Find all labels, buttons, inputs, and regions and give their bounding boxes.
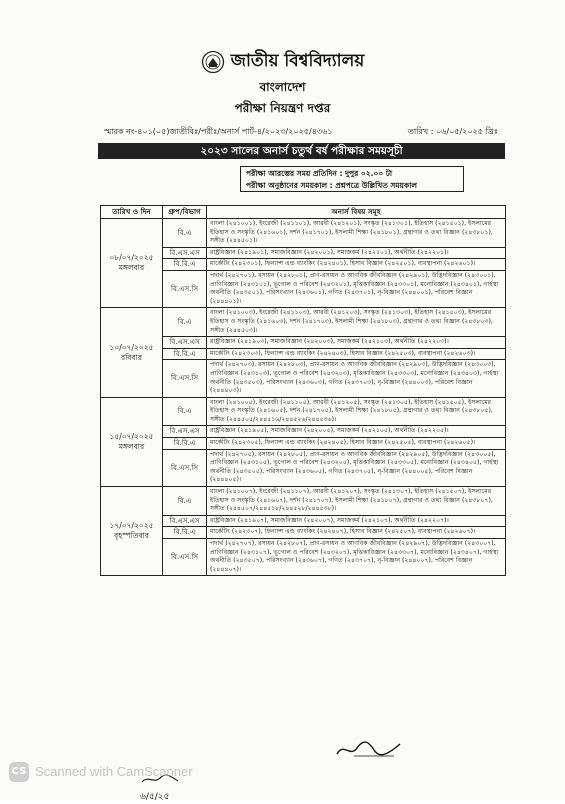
subjects-cell: রাষ্ট্রবিজ্ঞান (২৪১৯০৩), সমাজবিজ্ঞান (২৪২০০৩), সমাজকর্ম (২৪২১০৩), অর্থনীতি (২৪২২০৩)। bbox=[207, 337, 506, 349]
subjects-cell: মার্কেটিং (২৪২৩০৭), ফিন্যান্স এন্ড ব্যাংকিং (২৪২৪০৭), হিসাব বিজ্ঞান (২৪২৫০৭), ব্যবস্থাপনা (২৪২৬০৭)। bbox=[207, 527, 506, 539]
exam-date: ১৫/০৭/২০২৫ bbox=[109, 431, 154, 441]
subjects-cell: রাষ্ট্রবিজ্ঞান (২৪১৯০৭), সমাজবিজ্ঞান (২৪২০০৭), সমাজকর্ম (২৪২১০৭), অর্থনীতি (২৪২২০৭)। bbox=[207, 515, 506, 527]
group-cell: বি.এস.সি bbox=[163, 449, 207, 486]
subjects-cell: মার্কেটিং (২৪২৩০৩), ফিন্যান্স এন্ড ব্যাংকিং (২৪২৪০৩), হিসাব বিজ্ঞান (২৪২৫০৩), ব্যবস্থাপনা (২৪২৬০৩)। bbox=[207, 348, 506, 360]
group-cell: বি.এস.এস bbox=[163, 426, 207, 438]
subjects-cell: রাষ্ট্রবিজ্ঞান (২৪১৯০৫), সমাজবিজ্ঞান (২৪২০০৫), সমাজকর্ম (২৪২১০৫), অর্থনীতি (২৪২২০৫)। bbox=[207, 426, 506, 438]
signature-mark bbox=[334, 738, 404, 760]
university-seal-icon bbox=[201, 50, 225, 74]
letterhead bbox=[0, 48, 565, 120]
header-date-day: তারিখ ও দিন bbox=[101, 206, 163, 219]
exam-day: মঙ্গলবার bbox=[118, 441, 145, 451]
group-cell: বি.এস.সি bbox=[163, 539, 207, 576]
exam-day: মঙ্গলবার bbox=[118, 263, 145, 273]
subjects-cell: পদার্থ (২৪২৭০৩), রসায়ন (২৪২৮০৩), প্রাণ-রসায়ন ও আণবিক জীববিজ্ঞান (২৪২৯০৩), উদ্ভিদবিজ্ঞান (২৪৩০০৩), প্রাণিবিজ্ঞান (২৪৩১০৩), ভূগোল ও পরিবেশ (২৪৩২০৩), মৃত্তিকাবিজ্ঞান (২৪৩৩০৩), মনোবিজ্ঞান (২৪৩৪০৩), গার্হস্থ্য অর্থনীতি (২৪৩৫০৩), পরিসংখ্যান (২৪৩৬০৩), গণিত (২৪৩৭০৩), নৃ-বিজ্ঞান (২৪৪০০৩), পরিবেশ বিজ্ঞান (২৪৪৪০৩)। bbox=[207, 360, 506, 397]
subjects-cell: পদার্থ (২৪২৭০৫), রসায়ন (২৪২৮০৫), প্রাণ-রসায়ন ও আণবিক জীববিজ্ঞান (২৪২৯০৫), উদ্ভিদবিজ্ঞান (২৪৩০০৫), প্রাণিবিজ্ঞান (২৪৩১০৫), ভূগোল ও পরিবেশ (২৪৩২০৫), মৃত্তিকাবিজ্ঞান (২৪৩৩০৫), মনোবিজ্ঞান (২৪৩৪০৫), গার্হস্থ্য অর্থনীতি (২৪৩৫০৫), পরিসংখ্যান (২৪৩৬০৫), গণিত (২৪৩৭০৫), নৃ-বিজ্ঞান (২৪৪০০৫), পরিবেশ বিজ্ঞান (২৪৪৪০৫)। bbox=[207, 449, 506, 486]
memo-number: স্মারক নং-৪০১(০৫)জাতীবিঃ/পরীঃ/অনার্স পার্ট-৪/২০২৩/২০২৫/৪৩৬১ bbox=[104, 127, 333, 136]
subjects-cell: মার্কেটিং (২৪২৩০১), ফিন্যান্স এন্ড ব্যাংকিং (২৪২৪০১), হিসাব বিজ্ঞান (২৪২৫০১), ব্যবস্থাপনা (২৪২৬০১)। bbox=[207, 259, 506, 271]
date-cell bbox=[101, 487, 163, 576]
memo-row bbox=[104, 126, 498, 139]
country-name: বাংলাদেশ bbox=[259, 80, 306, 94]
header-group: গ্রুপ/বিভাগ bbox=[163, 206, 207, 219]
memo-date: তারিখ : ০৬/০৫/২০২৫ খ্রিঃ bbox=[407, 127, 498, 136]
university-name: জাতীয় বিশ্ববিদ্যালয় bbox=[230, 51, 365, 71]
exam-date: ০৮/০৭/২০২৫ bbox=[109, 253, 154, 263]
subjects-cell: বাংলা (২৪১০০৩), ইংরেজী (২৪১১০৩), আরবী (২৪১২০৩), সংস্কৃত (২৪১৩০৩), ইতিহাস (২৪১৫০৩), ইসলামের ইতিহাস ও সংস্কৃতি (২৪১৬০৩), দর্শন (২৪১৭০৩), ইসলামী শিক্ষা (২৪১৮০৩), গ্রন্থাগার ও তথ্য বিজ্ঞান (২৪৩৮০৩), সঙ্গীত (২৪৪৫০৩)। bbox=[207, 308, 506, 337]
duration-text: পরীক্ষা অনুষ্ঠানের সময়কাল : প্রশ্নপত্রে উল্লিখিত সময়কাল bbox=[246, 181, 417, 190]
subjects-cell: বাংলা (২৪১০০৫), ইংরেজী (২৪১১০৫), আরবী (২৪১২০৫), সংস্কৃত (২৪১৩০৫), ইতিহাস (২৪১৫০৫), ইসলামের ইতিহাস ও সংস্কৃতি (২৪১৬০৫), দর্শন (২৪১৭০৫), ইসলামী শিক্ষা (২৪১৮০৫), গ্রন্থাগার ও তথ্য বিজ্ঞান (২৪৩৮০৫), সঙ্গীত (২৪৪৫০৫/২৪৪৫১৬/২৪৪৫২৬/২৪৪৫৩৬)। bbox=[207, 397, 506, 426]
group-cell: বি.বি.এ bbox=[163, 527, 207, 539]
subjects-cell: বাংলা (২৪১০০১), ইংরেজী (২৪১১০১), আরবী (২৪১২০১), সংস্কৃত (২৪১৩০১), ইতিহাস (২৪১৫০১), ইসলামের ইতিহাস ও সংস্কৃতি (২৪১৬০১), দর্শন (২৪১৭০১), ইসলামী শিক্ষা (২৪১৮০১), গ্রন্থাগার ও তথ্য বিজ্ঞান (২৪৩৮০১), সঙ্গীত (২৪৪৫০১)। bbox=[207, 219, 506, 248]
stamp-date: ৬/৫/২৫ bbox=[140, 792, 170, 802]
exam-date: ১৭/০৭/২০২৫ bbox=[109, 521, 154, 531]
subjects-cell: পদার্থ (২৪২৭০১), রসায়ন (২৪২৮০১), প্রাণ-রসায়ন ও আণবিক জীববিজ্ঞান (২৪২৯০১), উদ্ভিদবিজ্ঞান (২৪৩০০১), প্রাণিবিজ্ঞান (২৪৩১০১), ভূগোল ও পরিবেশ (২৪৩২০১), মৃত্তিকাবিজ্ঞান (২৪৩৩০১), মনোবিজ্ঞান (২৪৩৪০১), গার্হস্থ্য অর্থনীতি (২৪৩৫০১), পরিসংখ্যান (২৪৩৬০১), গণিত (২৪৩৭০১), নৃ-বিজ্ঞান (২৪৪০০১), পরিবেশ বিজ্ঞান (২৪৪৪০১)। bbox=[207, 270, 506, 307]
group-cell: বি.বি.এ bbox=[163, 348, 207, 360]
subjects-cell: রাষ্ট্রবিজ্ঞান (২৪১৯০১), সমাজবিজ্ঞান (২৪২০০১), সমাজকর্ম (২৪২১০১), অর্থনীতি (২৪২২০১)। bbox=[207, 247, 506, 259]
group-cell: বি.এ bbox=[163, 308, 207, 337]
group-cell: বি.এ bbox=[163, 397, 207, 426]
exam-date: ১০/০৭/২০২৫ bbox=[109, 342, 154, 352]
start-time-text: পরীক্ষা আরম্ভের সময় প্রতিদিন : দুপুর ০২.০০ টা bbox=[246, 169, 393, 178]
exam-day: বৃহস্পতিবার bbox=[114, 531, 149, 541]
camscanner-logo-icon: CS bbox=[9, 762, 29, 782]
exam-day: রবিবার bbox=[121, 352, 142, 362]
time-info-box bbox=[240, 166, 464, 192]
schedule-title: ২০২৩ সালের অনার্স চতুর্থ বর্ষ পরীক্ষার সময়সূচী bbox=[98, 143, 505, 159]
date-cell bbox=[101, 397, 163, 486]
office-name: পরীক্ষা নিয়ন্ত্রণ দপ্তর bbox=[234, 101, 331, 115]
group-cell: বি.এ bbox=[163, 487, 207, 516]
subjects-cell: পদার্থ (২৪২৭০৭), রসায়ন (২৪২৮০৭), প্রাণ-রসায়ন ও আণবিক জীববিজ্ঞান (২৪২৯০৭), উদ্ভিদবিজ্ঞান (২৪৩০০৭), প্রাণিবিজ্ঞান (২৪৩১০৭), ভূগোল ও পরিবেশ (২৪৩২০৭), মৃত্তিকাবিজ্ঞান (২৪৩৩০৭), মনোবিজ্ঞান (২৪৩৪০৭), গার্হস্থ্য অর্থনীতি (২৪৩৫০৭), পরিসংখ্যান (২৪৩৬০৭), গণিত (২৪৩৭০৭), নৃ-বিজ্ঞান (২৪৪০০৭), পরিবেশ বিজ্ঞান (২৪৪৪০৭)। bbox=[207, 539, 506, 576]
subjects-cell: মার্কেটিং (২৪২৩০৫), ফিন্যান্স এন্ড ব্যাংকিং (২৪২৪০৫), হিসাব বিজ্ঞান (২৪২৫০৫), ব্যবস্থাপনা (২৪২৬০৫)। bbox=[207, 438, 506, 450]
subjects-cell: বাংলা (২৪১০০৭), ইংরেজী (২৪১১০৭), আরবী (২৪১২০৭), সংস্কৃত (২৪১৩০৭), ইতিহাস (২৪১৫০৭), ইসলামের ইতিহাস ও সংস্কৃতি (২৪১৬০৭), দর্শন (২৪১৭০৭), ইসলামী শিক্ষা (২৪১৮০৭), গ্রন্থাগার ও তথ্য বিজ্ঞান (২৪৩৮০৭), সঙ্গীত (২৪৪৫০৭/২৪৪৫১৮/২৪৪৫২৮/২৪৪৫৩৮)। bbox=[207, 487, 506, 516]
group-cell: বি.এস.এস bbox=[163, 515, 207, 527]
table-row bbox=[101, 397, 506, 426]
group-cell: বি.এস.এস bbox=[163, 247, 207, 259]
group-cell: বি.এ bbox=[163, 219, 207, 248]
group-cell: বি.এস.এস bbox=[163, 337, 207, 349]
group-cell: বি.এস.সি bbox=[163, 360, 207, 397]
table-row bbox=[101, 487, 506, 516]
scan-watermark: Scanned with CamScanner bbox=[35, 764, 193, 779]
group-cell: বি.এস.সি bbox=[163, 270, 207, 307]
table-header-row bbox=[101, 206, 506, 219]
group-cell: বি.বি.এ bbox=[163, 438, 207, 450]
date-cell bbox=[101, 219, 163, 308]
table-row bbox=[101, 308, 506, 337]
logo-row bbox=[0, 48, 565, 76]
header-subjects: অনার্স বিষয় সমূহ bbox=[207, 206, 506, 219]
schedule-table bbox=[100, 205, 506, 576]
group-cell: বি.বি.এ bbox=[163, 259, 207, 271]
table-row bbox=[101, 219, 506, 248]
date-cell bbox=[101, 308, 163, 397]
